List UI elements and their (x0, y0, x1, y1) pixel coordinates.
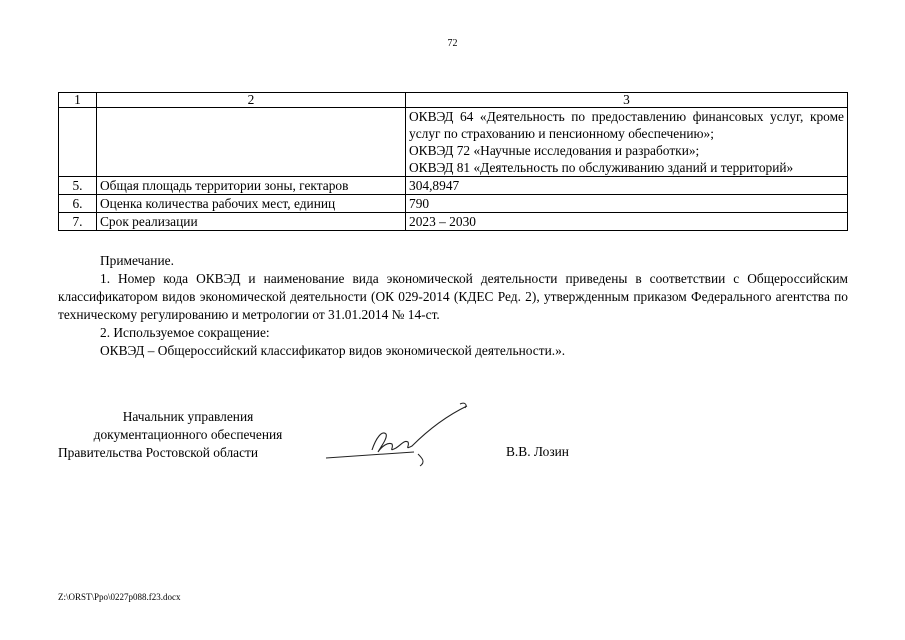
position-line-3: Правительства Ростовской области (58, 445, 259, 460)
row-number: 7. (59, 213, 97, 231)
table-row (59, 177, 848, 195)
table-row-continuation (59, 108, 848, 177)
header-col-3: 3 (406, 93, 848, 108)
row-number: 5. (59, 177, 97, 195)
notes-title: Примечание. (100, 253, 174, 268)
position-line-2: документационного обеспечения (93, 427, 283, 442)
cell-name-empty (97, 108, 406, 177)
note-item-1: 1. Номер кода ОКВЭД и наименование вида экономической деятельности приведены в соответствии с Общероссийским классификатором видов экономической деятельности (ОК 029-2014 (КДЕС Ред. 2), утвержденным приказом Федерального агентства по техническому регулированию и метрологии от 31.01.2014 № 14-ст. (58, 271, 848, 322)
row-number: 6. (59, 195, 97, 213)
note-item-2: 2. Используемое сокращение: (100, 325, 270, 340)
row-name: Оценка количества рабочих мест, единиц (97, 195, 406, 213)
signer-name: В.В. Лозин (506, 444, 569, 459)
cell-num-empty (59, 108, 97, 177)
row-name: Общая площадь территории зоны, гектаров (97, 177, 406, 195)
row-value: 2023 – 2030 (406, 213, 848, 231)
header-col-2: 2 (97, 93, 406, 108)
okved-64: ОКВЭД 64 «Деятельность по предоставлению финансовых услуг, кроме услуг по страхованию и пенсионному обеспечению»; (409, 109, 844, 141)
cell-okved-list (406, 108, 848, 177)
table-row (59, 213, 848, 231)
table-header-row (59, 93, 848, 108)
row-value: 790 (406, 195, 848, 213)
page-number: 72 (447, 38, 458, 49)
signatory-position (58, 408, 318, 462)
row-value: 304,8947 (406, 177, 848, 195)
file-path: Z:\ORST\Ppo\0227p088.f23.docx (58, 592, 181, 602)
header-col-1: 1 (59, 93, 97, 108)
position-line-1: Начальник управления (122, 409, 254, 424)
table-row (59, 195, 848, 213)
notes-section (58, 252, 848, 360)
okved-81: ОКВЭД 81 «Деятельность по обслуживанию зданий и территорий» (409, 160, 794, 175)
okved-72: ОКВЭД 72 «Научные исследования и разработки»; (409, 143, 700, 158)
zone-info-table (58, 92, 848, 231)
note-item-3: ОКВЭД – Общероссийский классификатор видов экономической деятельности.». (100, 343, 566, 358)
handwritten-signature (322, 400, 472, 470)
row-name: Срок реализации (97, 213, 406, 231)
